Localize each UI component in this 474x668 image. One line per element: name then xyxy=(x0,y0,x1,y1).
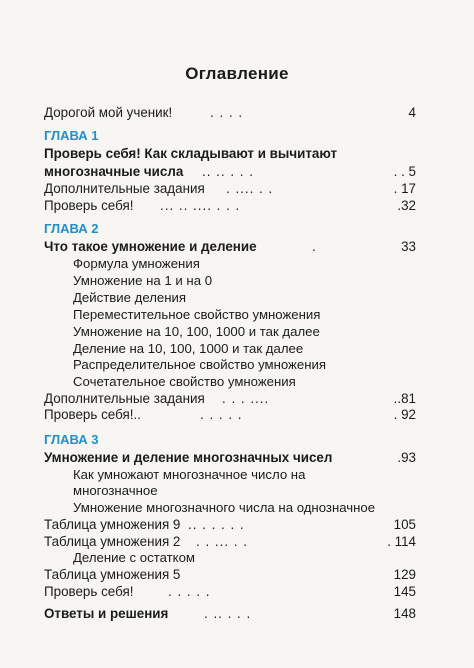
toc-entry-dots: . . . . xyxy=(210,105,244,120)
toc-entry-label: Умножение на 10, 100, 1000 и так далее xyxy=(73,324,320,339)
toc-entry-dots: . .... . . xyxy=(226,181,274,196)
toc-entry-dots: . .. . . . xyxy=(204,606,252,621)
toc-subentry xyxy=(0,356,474,374)
toc-entry-label: многозначные числа xyxy=(44,164,184,179)
toc-entry-page: .93 xyxy=(397,450,416,465)
toc-entry-label: Проверь себя! xyxy=(44,584,134,599)
toc-entry-page: 129 xyxy=(393,567,416,582)
toc-subentry xyxy=(0,289,474,307)
toc-entry-label: Умножение многозначного числа на однозначное xyxy=(73,500,376,515)
toc-entry-label: Сочетательное свойство умножения xyxy=(73,374,296,389)
toc-entry xyxy=(0,197,474,215)
toc-entry-label: Проверь себя!.. xyxy=(44,407,141,422)
toc-entry-dots: . xyxy=(312,239,317,254)
toc-entry-label: Таблица умножения 9 xyxy=(44,517,181,532)
toc-entry-dots: .. . . . . . xyxy=(188,517,245,532)
toc-entry-label: Дополнительные задания xyxy=(44,391,205,406)
toc-subentry xyxy=(0,482,474,500)
toc-entry-label: Деление на 10, 100, 1000 и так далее xyxy=(73,341,304,356)
toc-entry-page: . 92 xyxy=(393,407,416,422)
toc-entry-label: Дополнительные задания xyxy=(44,181,205,196)
toc-entry xyxy=(0,180,474,198)
toc-subentry xyxy=(0,323,474,341)
toc-entry xyxy=(0,605,474,623)
toc-entry-dots: . . . . . xyxy=(168,584,211,599)
toc-entry-page: ..81 xyxy=(393,391,416,406)
toc-entry-label: многозначное xyxy=(73,483,158,498)
toc-entry-dots: . . . .... xyxy=(222,391,270,406)
toc-entry-dots: ... .. .... . . . xyxy=(160,198,241,213)
toc-subentry xyxy=(0,373,474,391)
toc-entry-label: Ответы и решения xyxy=(44,606,169,621)
toc-entry-dots: . . . . . xyxy=(200,407,243,422)
toc-subentry xyxy=(0,549,474,567)
toc-entry-page: 4 xyxy=(408,105,416,120)
toc-entry-page: . 17 xyxy=(393,181,416,196)
toc-entry-label: Распределительное свойство умножения xyxy=(73,357,326,372)
toc-entry xyxy=(0,583,474,601)
toc-entry-dots: .. .. . . . xyxy=(202,164,254,179)
toc-subentry xyxy=(0,499,474,517)
toc-entry-label: Формула умножения xyxy=(73,256,200,271)
toc-entry-label: Что такое умножение и деление xyxy=(44,239,257,254)
toc-entry-page: 145 xyxy=(393,584,416,599)
toc-entry-label: Как умножают многозначное число на xyxy=(73,467,306,482)
toc-entry-label: Таблица умножения 5 xyxy=(44,567,181,582)
toc-entry-page: . 114 xyxy=(387,534,416,549)
toc-entry-label: Переместительное свойство умножения xyxy=(73,307,321,322)
toc-entry xyxy=(0,566,474,584)
toc-entry-label: Действие деления xyxy=(73,290,187,305)
toc-entry-label: Проверь себя! Как складывают и вычитают xyxy=(44,146,338,161)
chapter-heading-1: ГЛАВА 1 xyxy=(44,128,99,143)
toc-subentry xyxy=(0,272,474,290)
toc-entry-label: Дорогой мой ученик! xyxy=(44,105,173,120)
toc-entry-label: Проверь себя! xyxy=(44,198,134,213)
toc-entry xyxy=(0,163,474,181)
toc-entry-label: Деление с остатком xyxy=(73,550,195,565)
toc-entry xyxy=(0,449,474,467)
toc-entry-page: . . 5 xyxy=(393,164,416,179)
toc-entry-dots: . . ... . . xyxy=(196,534,248,549)
toc-entry-page: 33 xyxy=(401,239,416,254)
chapter-heading-3: ГЛАВА 3 xyxy=(44,432,99,447)
toc-entry xyxy=(0,145,474,163)
toc-entry xyxy=(0,238,474,256)
page-title: Оглавление xyxy=(185,64,289,83)
toc-entry-label: Таблица умножения 2 xyxy=(44,534,181,549)
toc-entry-page: .32 xyxy=(397,198,416,213)
toc-entry-page: 148 xyxy=(393,606,416,621)
toc-entry-page: 105 xyxy=(393,517,416,532)
toc-entry xyxy=(0,104,474,122)
chapter-heading-2: ГЛАВА 2 xyxy=(44,221,99,236)
toc-entry-label: Умножение и деление многозначных чисел xyxy=(44,450,333,465)
toc-entry xyxy=(0,516,474,534)
toc-subentry xyxy=(0,306,474,324)
toc-entry-label: Умножение на 1 и на 0 xyxy=(73,273,213,288)
toc-entry xyxy=(0,406,474,424)
toc-subentry xyxy=(0,255,474,273)
